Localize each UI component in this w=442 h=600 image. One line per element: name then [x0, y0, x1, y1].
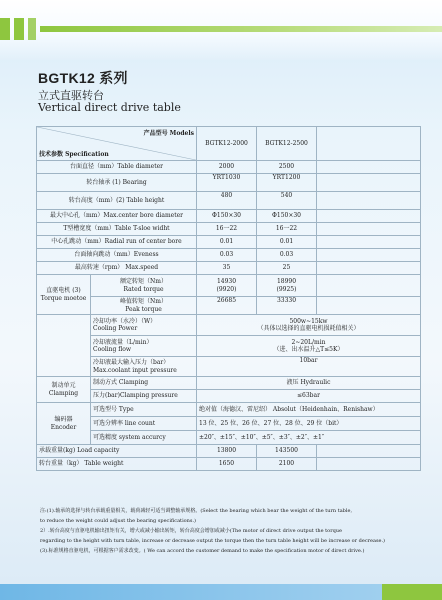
- cell-value: [197, 275, 257, 297]
- cell-value: 10bar: [197, 357, 421, 377]
- group-label-encoder: [37, 403, 91, 445]
- row-label: 可选精度 system accurcy: [91, 431, 197, 445]
- coolant-pressure-label-cn: 冷却液最大输入压力（bar）: [93, 359, 170, 366]
- cell-value: 0.01: [257, 236, 317, 249]
- row-label-peak: [91, 297, 197, 315]
- rated-label-en: Rated torque: [123, 285, 164, 293]
- cell-value: ≤63bar: [197, 390, 421, 403]
- cell-value: [197, 315, 421, 336]
- cell-value: 25: [257, 262, 317, 275]
- footnote-line: to reduce the weight could adjust the bearing specifications.): [40, 518, 197, 524]
- table-row: [37, 249, 421, 262]
- group-label-cn: 制动单元: [51, 382, 76, 389]
- table-row: [37, 357, 421, 377]
- group-label-en: Clamping: [48, 389, 79, 397]
- header-corner-cell: [37, 127, 196, 160]
- cell-value: 2100: [257, 458, 317, 471]
- cooling-power-label-cn: 冷却功率（水冷）（W）: [93, 317, 157, 325]
- cooling-flow-label-en: Cooling flow: [93, 346, 132, 353]
- specification-table: [36, 126, 421, 471]
- table-row: [37, 223, 421, 236]
- row-label-coolant-pressure: [91, 357, 197, 377]
- row-label-cooling-flow: [91, 336, 197, 357]
- cell-value: 16一22: [197, 223, 257, 236]
- group-label-cn: 编码器: [54, 416, 73, 423]
- rated-label-cn: 额定转矩（Nm）: [120, 278, 167, 285]
- footnote-line: (3).标准规格直驱电机，可根据客户需求改变。( We can accord the customer demand to make the specification motor of direct drive.): [40, 548, 365, 554]
- cell-value: 0.03: [257, 249, 317, 262]
- coolant-pressure-label-en: Max.coolant input pressure: [93, 366, 177, 374]
- row-label-cooling-power: [91, 315, 197, 336]
- row-label: 承载重量(kg) Load capacity: [37, 445, 197, 458]
- cell-value: 143500: [257, 445, 317, 458]
- rated-value: 18990: [276, 278, 297, 285]
- row-label: 转台轴承 (1) Bearing: [37, 174, 197, 192]
- cell-value: ±20″、±15″、±10″、±5″、±3″、±2″、±1″: [197, 431, 421, 445]
- cooling-power-value: 500w~15kw: [289, 317, 328, 325]
- cell-value: 1650: [197, 458, 257, 471]
- table-row: [37, 210, 421, 223]
- row-label: 台面轴向跳动（mm）Eveness: [37, 249, 197, 262]
- cell-value: 13800: [197, 445, 257, 458]
- group-label-torque: [37, 275, 91, 315]
- cell-value: 绝对值（海德汉、雷尼绍） Absolut（Heidenhain、Renishaw）: [197, 403, 421, 417]
- cell-value: 35: [197, 262, 257, 275]
- cell-value: 13 位、25 位、26 位、27 位、28 位、29 位（bit）: [197, 417, 421, 431]
- row-label: 最大中心孔（mm）Max.center bore diameter: [37, 210, 197, 223]
- table-row: [37, 192, 421, 210]
- row-label: 转台高度（mm）(2) Table height: [37, 192, 197, 210]
- row-label: 最高转速（rpm） Max.speed: [37, 262, 197, 275]
- table-row: [37, 431, 421, 445]
- green-stripe-decoration: [0, 18, 442, 40]
- cooling-flow-label-cn: 冷却液流量（L/min）: [93, 338, 153, 346]
- cell-value: 0.03: [197, 249, 257, 262]
- rated-value-alt: (9920): [216, 285, 237, 293]
- cell-value: YRT1200: [257, 174, 317, 192]
- cell-value: [197, 336, 421, 357]
- group-label-en: Encoder: [50, 423, 77, 431]
- model-header: BGTK12-2500: [257, 127, 317, 161]
- cell-value: 0.01: [197, 236, 257, 249]
- cell-value: 480: [197, 192, 257, 210]
- cell-value: 2500: [257, 161, 317, 174]
- table-row: [37, 161, 421, 174]
- table-row: [37, 458, 421, 471]
- corner-models-label: 产品型号 Models: [143, 130, 194, 137]
- cell-value: 33330: [257, 297, 317, 315]
- table-row: [37, 417, 421, 431]
- footer-band: [0, 584, 442, 600]
- row-label: 转台重量（kg） Table weight: [37, 458, 197, 471]
- corner-spec-label: 技术参数 Specification: [39, 150, 109, 158]
- table-row: [37, 445, 421, 458]
- table-row: [37, 315, 421, 336]
- cell-value: Φ150×30: [197, 210, 257, 223]
- cooling-power-label-en: Cooling Power: [93, 325, 138, 332]
- model-header: BGTK12-2000: [197, 127, 257, 161]
- cooling-flow-value: 2~20L/min: [291, 338, 326, 346]
- rated-value: 14930: [216, 278, 237, 285]
- group-label-cn: 直驱电机 (3): [46, 287, 81, 294]
- cooling-power-note: （具体以选择的直驱电机损耗值相关）: [257, 325, 360, 332]
- table-row: [37, 275, 421, 297]
- rated-value-alt: (9925): [276, 285, 297, 293]
- group-label-en: Torque moetoe: [40, 294, 87, 302]
- subtitle-chinese: 立式直驱转台: [38, 89, 104, 102]
- cell-value: YRT1030: [197, 174, 257, 192]
- cell-value: 液压 Hydraulic: [197, 377, 421, 390]
- cooling-flow-note: （进、出水温升△T≤5K）: [273, 346, 344, 353]
- table-row: [37, 336, 421, 357]
- table-row: [37, 377, 421, 390]
- row-label: 中心孔跳动（mm）Radial run of center bore: [37, 236, 197, 249]
- footnote-line: regarding to the height with turn table, increase or decrease output the torque then the turn table height will be increase or decrease.): [40, 538, 386, 544]
- cell-value: 540: [257, 192, 317, 210]
- peak-label-en: Peak torque: [125, 305, 162, 313]
- cell-value: Φ150×30: [257, 210, 317, 223]
- row-label: 可选型号 Type: [91, 403, 197, 417]
- page-title: BGTK12 系列: [38, 70, 128, 86]
- row-label-rated: [91, 275, 197, 297]
- cell-value: 2000: [197, 161, 257, 174]
- row-label: 可选分辨率 line count: [91, 417, 197, 431]
- footnotes: [40, 506, 420, 556]
- footnote-line: 注:(1).轴承的选择与转台承载重量相关，载荷减轻可适当调整轴承规格。(Select the bearing which bear the weight of the turn table,: [40, 508, 353, 514]
- row-label: 压力(bar)Clamping pressure: [91, 390, 197, 403]
- cell-value: 26685: [197, 297, 257, 315]
- table-header-row: [37, 127, 421, 161]
- table-row: [37, 174, 421, 192]
- table-row: [37, 236, 421, 249]
- table-row: [37, 297, 421, 315]
- table-row: [37, 390, 421, 403]
- subtitle-english: Vertical direct drive table: [38, 101, 181, 114]
- group-label-clamping: [37, 377, 91, 403]
- footnote-line: 2）.转台高度与直驱电机输出扭矩有关，增大或减小输出转矩，转台高度会增加或减小(The motor of direct drive output the torque: [40, 528, 342, 534]
- row-label: 台面直径（mm）Table diameter: [37, 161, 197, 174]
- table-row: [37, 262, 421, 275]
- cell-value: [257, 275, 317, 297]
- row-label: 制动方式 Clamping: [91, 377, 197, 390]
- peak-label-cn: 峰值转矩（Nm）: [120, 298, 167, 305]
- row-label: T型槽宽度（mm）Table T-sloe widht: [37, 223, 197, 236]
- cell-value: 16一22: [257, 223, 317, 236]
- table-row: [37, 403, 421, 417]
